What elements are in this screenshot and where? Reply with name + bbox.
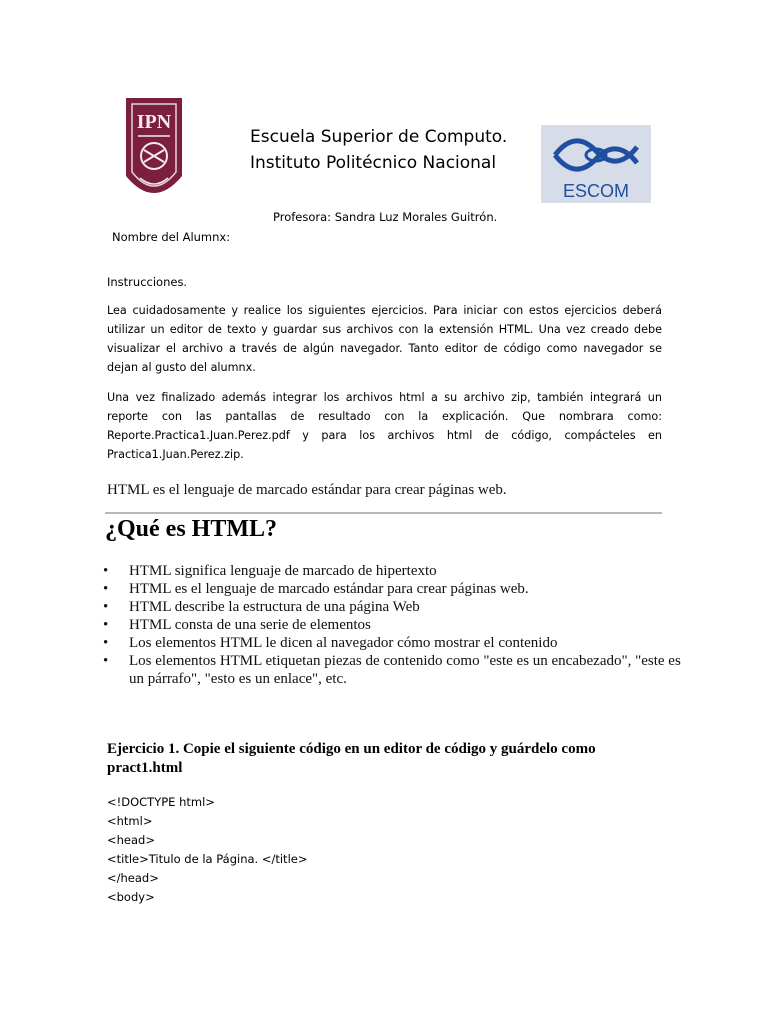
list-item <box>103 634 683 652</box>
bullet-icon: • <box>103 653 109 669</box>
bullet-icon: • <box>103 581 109 597</box>
escom-logo-text: ESCOM <box>562 181 630 201</box>
list-item-text: Los elementos HTML le dicen al navegador cómo mostrar el contenido <box>129 635 558 651</box>
list-item-text: HTML consta de una serie de elementos <box>129 617 371 633</box>
ipn-logo-text: IPN <box>136 111 172 133</box>
ipn-logo <box>118 92 190 212</box>
school-name: Escuela Superior de Computo. <box>250 127 508 147</box>
bullet-icon: • <box>103 563 109 579</box>
list-item-text: HTML describe la estructura de una página Web <box>129 599 420 615</box>
html-bullet-list <box>103 562 683 688</box>
code-line: <!DOCTYPE html> <box>107 795 215 809</box>
code-block <box>107 793 307 907</box>
exercise-title: Ejercicio 1. Copie el siguiente código en un editor de código y guárdelo como pract1.html <box>107 741 596 776</box>
school-title-block <box>250 124 507 176</box>
instructions-paragraph-2: Una vez finalizado además integrar los archivos html a su archivo zip, también integrará un reporte con las pantallas de resultado con la explicación. Que nombrara como: Reporte.Practica1.Juan.Perez.pdf y para los archivos html de código, compácteles en Practica1.Juan.Perez.zip. <box>107 391 662 461</box>
list-item <box>103 562 683 580</box>
bullet-icon: • <box>103 617 109 633</box>
code-line: <html> <box>107 814 153 828</box>
section-title: ¿Qué es HTML? <box>105 516 277 542</box>
escom-logo <box>541 125 651 203</box>
section-divider <box>105 512 662 514</box>
instructions-paragraph-1: Lea cuidadosamente y realice los siguientes ejercicios. Para iniciar con estos ejercicios deberá utilizar un editor de texto y guardar sus archivos con la extensión HTML. Una vez creado debe visualizar el archivo a través de algún navegador. Tanto editor de código como navegador se dejan al gusto del alumnx. <box>107 304 662 374</box>
list-item <box>103 616 683 634</box>
bullet-icon: • <box>103 599 109 615</box>
list-item-text: HTML es el lenguaje de marcado estándar para crear páginas web. <box>129 581 529 597</box>
html-intro-text: HTML es el lenguaje de marcado estándar para crear páginas web. <box>107 482 507 498</box>
code-line: <body> <box>107 890 155 904</box>
instructions-heading: Instrucciones. <box>107 275 188 289</box>
list-item-text: Los elementos HTML etiquetan piezas de contenido como "este es un encabezado", "este es un párrafo", "esto es un enlace", etc. <box>129 653 681 687</box>
professor-name: Profesora: Sandra Luz Morales Guitrón. <box>273 210 498 224</box>
list-item <box>103 580 683 598</box>
code-line: </head> <box>107 871 159 885</box>
list-item <box>103 652 683 688</box>
student-name-label: Nombre del Alumnx: <box>112 230 231 244</box>
code-line: <head> <box>107 833 155 847</box>
bullet-icon: • <box>103 635 109 651</box>
list-item-text: HTML significa lenguaje de marcado de hipertexto <box>129 563 437 579</box>
list-item <box>103 598 683 616</box>
institute-name: Instituto Politécnico Nacional <box>250 153 497 173</box>
code-line: <title>Titulo de la Página. </title> <box>107 852 308 866</box>
